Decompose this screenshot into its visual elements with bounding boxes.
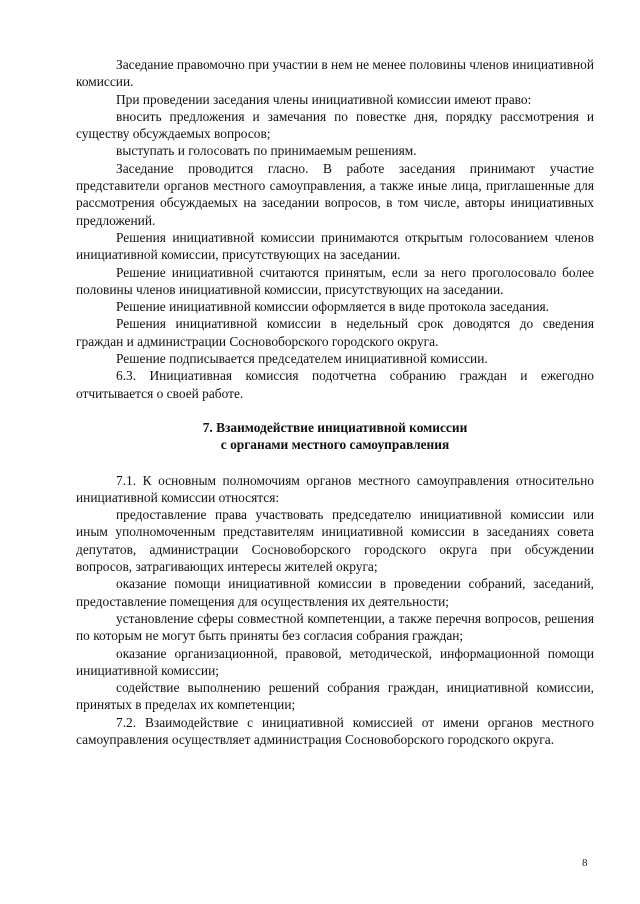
paragraph-quorum: Заседание правомочно при участии в нем не менее половины членов инициативной комиссии. (76, 57, 594, 90)
paragraph-decision-adopted: Решение инициативной считаются принятым, если за него проголосовало более половины членов инициативной комиссии, присутствующих на заседании. (76, 264, 594, 297)
section-heading-line2: с органами местного самоуправления (220, 437, 450, 453)
paragraph-open-voting: Решения инициативной комиссии принимаются открытым голосованием членов инициативной комиссии, присутствующих на заседании. (76, 229, 594, 263)
paragraph-member-rights: При проведении заседания члены инициативной комиссии имеют право: (116, 91, 532, 107)
document-body (76, 56, 594, 748)
page-number: 8 (582, 857, 588, 869)
section-heading-line1: 7. Взаимодействие инициативной комиссии (202, 419, 468, 435)
paragraph-publicity: Заседание проводится гласно. В работе заседания принимают участие представители органов местного самоуправления, а также иные лица, приглашенные для рассмотрения обсуждаемых на заседании вопросов, в том числе, авторы инициативных предложений. (76, 160, 594, 228)
paragraph-decisions-support: содействие выполнению решений собрания граждан, инициативной комиссии, принятых в пределах их компетенции; (76, 680, 594, 713)
paragraph-support: оказание организационной, правовой, методической, информационной помощи инициативной комиссии; (76, 645, 594, 678)
paragraph-signature: Решение подписывается председателем инициативной комиссии. (116, 351, 488, 367)
paragraph-participation-right: предоставление права участвовать председателю инициативной комиссии или иным уполномоченным представителям инициативной комиссии в заседаниях совета депутатов, администрации Сосновоборского городского округа при обсуждении вопросов, затрагивающих интересы жителей округа; (76, 507, 594, 575)
paragraph-6-3: 6.3. Инициативная комиссия подотчетна собранию граждан и ежегодно отчитывается о своей работе. (76, 368, 594, 401)
paragraph-right-propose: вносить предложения и замечания по повестке дня, порядку рассмотрения и существу обсуждаемых вопросов; (76, 108, 594, 142)
paragraph-notification: Решения инициативной комиссии в недельный срок доводятся до сведения граждан и администрации Сосновоборского городского округа. (76, 316, 594, 349)
spacer (76, 454, 594, 472)
paragraph-assistance: оказание помощи инициативной комиссии в проведении собраний, заседаний, предоставление помещения для осуществления их деятельности; (76, 576, 594, 609)
paragraph-right-vote: выступать и голосовать по принимаемым решениям. (116, 143, 417, 159)
paragraph-joint-competence: установление сферы совместной компетенции, а также перечня вопросов, решения по которым не могут быть приняты без согласия собрания граждан; (76, 610, 594, 644)
paragraph-7-2: 7.2. Взаимодействие с инициативной комиссией от имени органов местного самоуправления осуществляет администрация Сосновоборского городского округа. (76, 714, 594, 747)
spacer (76, 402, 594, 419)
paragraph-protocol: Решение инициативной комиссии оформляется в виде протокола заседания. (116, 299, 550, 315)
paragraph-7-1: 7.1. К основным полномочиям органов местного самоуправления относительно инициативной комиссии относятся: (76, 472, 594, 505)
